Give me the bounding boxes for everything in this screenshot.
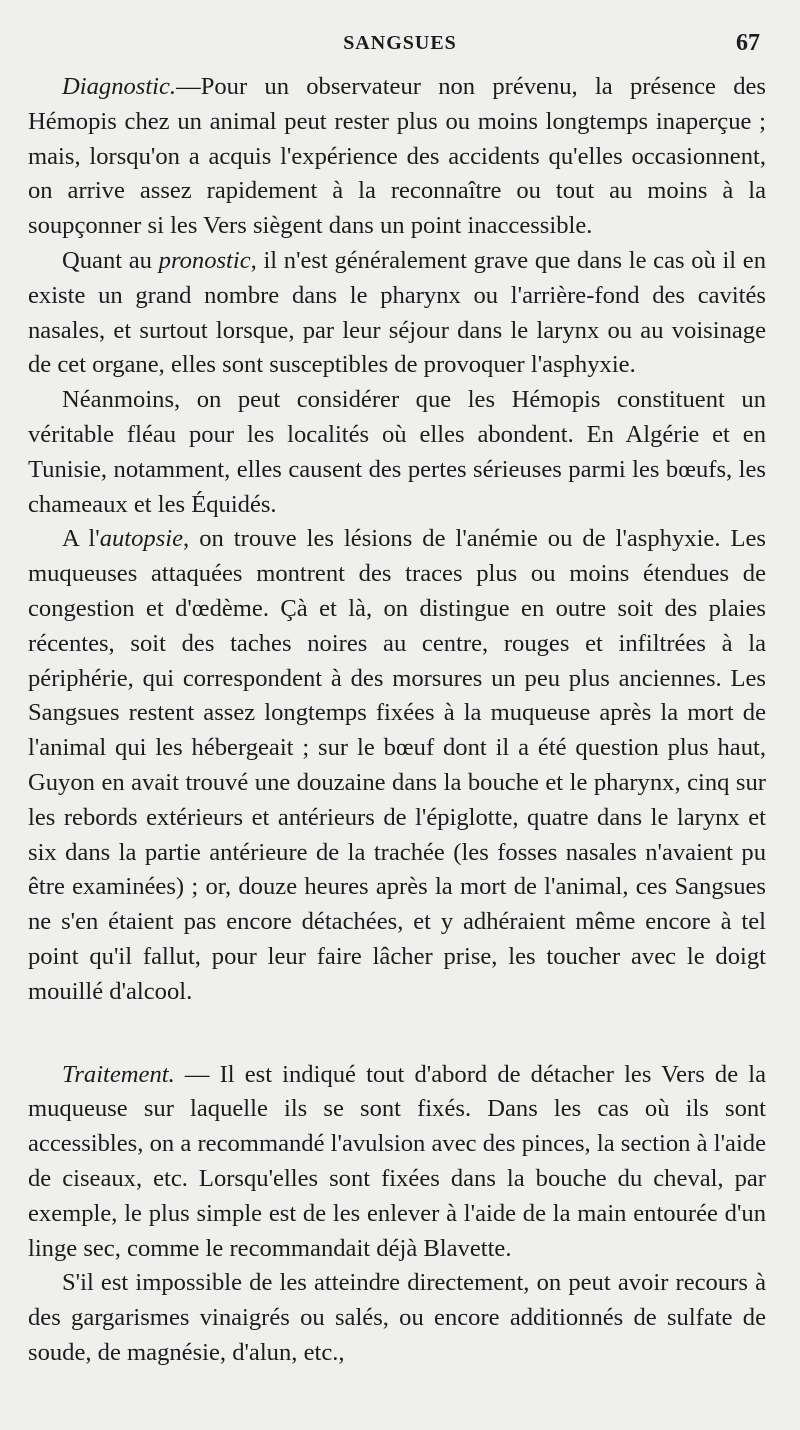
paragraph-text: — Il est indiqué tout d'abord de détacher les Vers de la muqueuse sur laquelle ils se sont fixés. Dans les cas où ils sont accessibles, on a recommandé l'avulsion avec des pinces, la section à l'aide de ciseaux, etc. Lorsqu'elles sont fixées dans la bouche du cheval, par exemple, le plus simple est de les enlever à l'aide de la main entourée d'un linge sec, comme le recommandait déjà Blavette.: [28, 1060, 766, 1262]
body-text: [28, 70, 766, 1371]
paragraph-diagnostic: [28, 70, 766, 244]
page-header: [30, 28, 770, 64]
paragraph-traitement: [28, 1058, 766, 1267]
paragraph-pronostic: [28, 244, 766, 383]
paragraph-autopsie: [28, 522, 766, 1009]
paragraph-gargarismes: [28, 1266, 766, 1370]
autopsie-term: autopsie: [99, 525, 184, 553]
diagnostic-heading: Diagnostic.: [62, 73, 177, 100]
pronostic-term: pronostic: [158, 246, 251, 274]
paragraph-text: , on trouve les lésions de l'anémie ou de l'asphyxie. Les muqueuses attaquées montrent des traces plus ou moins étendues de congestion et d'œdème. Çà et là, on distingue en outre soit des plaies récentes, soit des taches noires au centre, rouges et infiltrées à la périphérie, qui correspondent à des morsures un peu plus anciennes. Les Sangsues restent assez longtemps fixées à la muqueuse après la mort de l'animal qui les hébergeait ; sur le bœuf dont il a été question plus haut, Guyon en avait trouvé une douzaine dans la bouche et le pharynx, cinq sur les rebords extérieurs et antérieurs de l'épiglotte, quatre dans le larynx et six dans la partie antérieure de la trachée (les fosses nasales n'avaient pu être examinées) ; or, douze heures après la mort de l'animal, ces Sangsues ne s'en étaient pas encore détachées, et y adhéraient même encore à tel point qu'il fallut, pour leur faire lâcher prise, les toucher avec le doigt mouillé d'alcool.: [28, 525, 766, 1005]
paragraph-prefix: A l': [62, 525, 100, 553]
paragraph-text: S'il est impossible de les atteindre directement, on peut avoir recours à des gargarismes vinaigrés ou salés, ou encore additionnés de sulfate de soude, de magnésie, d'alun, etc.,: [28, 1269, 766, 1366]
paragraph-neanmoins: [28, 383, 766, 522]
paragraph-text: , il n'est généralement grave que dans le cas où il en existe un grand nombre dans le pharynx ou l'arrière-fond des cavités nasales, et surtout lorsque, par leur séjour dans le larynx ou au voisinage de cet organe, elles sont susceptibles de provoquer l'asphyxie.: [28, 246, 766, 379]
paragraph-text: Néanmoins, on peut considérer que les Hémopis constituent un véritable fléau pour les localités où elles abondent. En Algérie et en Tunisie, notamment, elles causent des pertes sérieuses parmi les bœufs, les chameaux et les Équidés.: [28, 386, 766, 518]
paragraph-text: —Pour un observateur non prévenu, la présence des Hémopis chez un animal peut rester plus ou moins longtemps inaperçue ; mais, lorsqu'on a acquis l'expérience des accidents qu'elles occasionnent, on arrive assez rapidement à la reconnaître ou tout au moins à la soupçonner si les Vers siègent dans un point inaccessible.: [28, 73, 766, 240]
page-number: 67: [736, 30, 760, 56]
traitement-heading: Traitement.: [62, 1060, 175, 1088]
paragraph-prefix: Quant au: [62, 246, 159, 274]
running-title: SANGSUES: [343, 32, 457, 54]
